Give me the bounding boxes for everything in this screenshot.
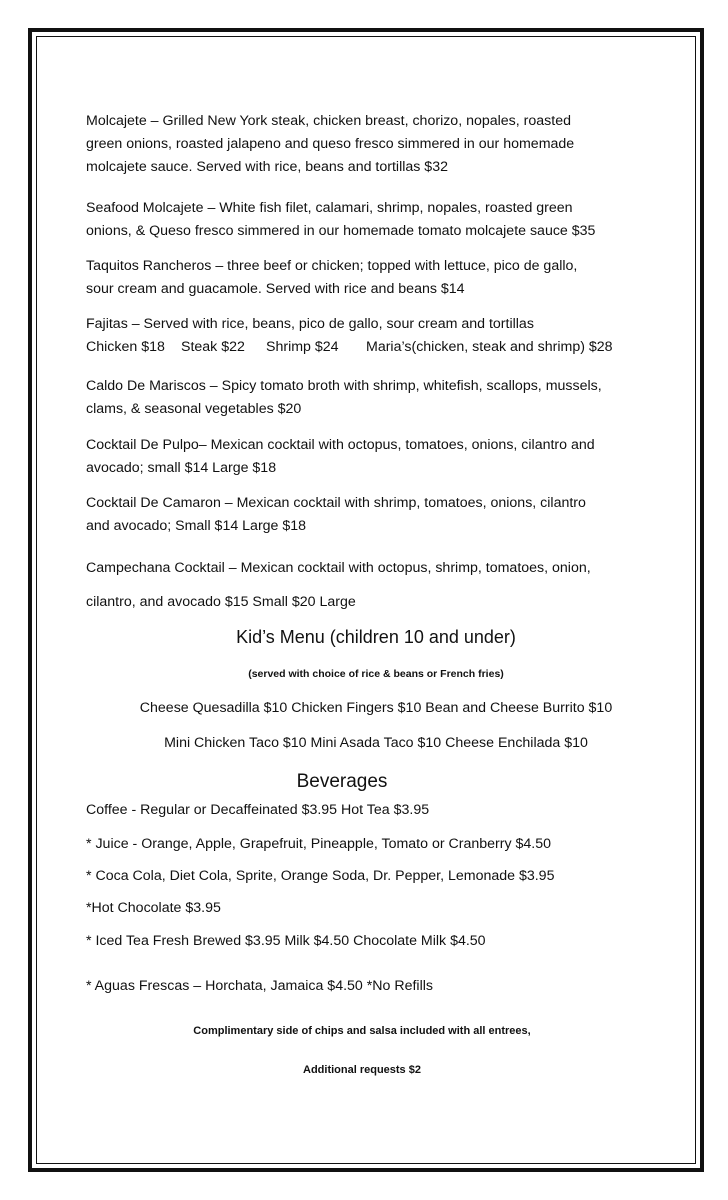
- fajitas-price: Steak $22: [181, 339, 245, 355]
- menu-item-cocktail-de-camaron: [86, 492, 666, 538]
- beverage-line: *Hot Chocolate $3.95: [86, 900, 221, 916]
- beverage-line: * Coca Cola, Diet Cola, Sprite, Orange Soda, Dr. Pepper, Lemonade $3.95: [86, 868, 555, 884]
- fajitas-price: Chicken $18: [86, 339, 165, 355]
- beverage-line: * Iced Tea Fresh Brewed $3.95 Milk $4.50 Chocolate Milk $4.50: [86, 933, 486, 949]
- beverage-line: Coffee - Regular or Decaffeinated $3.95 Hot Tea $3.95: [86, 802, 430, 818]
- kids-menu-title: Kid’s Menu (children 10 and under): [236, 627, 516, 647]
- menu-item-line: onions, & Queso fresco simmered in our homemade tomato molcajete sauce $35: [86, 223, 596, 239]
- beverages-title: Beverages: [296, 771, 388, 792]
- fajitas-price: Shrimp $24: [266, 339, 339, 355]
- menu-item-line: Fajitas – Served with rice, beans, pico de gallo, sour cream and tortillas: [86, 316, 534, 332]
- menu-item-seafood-molcajete: [86, 197, 666, 243]
- chips-salsa-note: Complimentary side of chips and salsa included with all entrees,: [193, 1025, 531, 1037]
- menu-item-molcajete: [86, 110, 666, 179]
- additional-requests-note: Additional requests $2: [303, 1064, 421, 1076]
- menu-item-cocktail-de-pulpo: [86, 434, 666, 480]
- menu-item-line: Cocktail De Camaron – Mexican cocktail with shrimp, tomatoes, onions, cilantro: [86, 495, 586, 511]
- menu-item-line: Seafood Molcajete – White fish filet, calamari, shrimp, nopales, roasted green: [86, 200, 573, 216]
- fajitas-price-row: [86, 336, 666, 359]
- menu-item-line: Cocktail De Pulpo– Mexican cocktail with octopus, tomatoes, onions, cilantro and: [86, 437, 595, 453]
- menu-item-line: Taquitos Rancheros – three beef or chicken; topped with lettuce, pico de gallo,: [86, 258, 578, 274]
- menu-item-line: molcajete sauce. Served with rice, beans and tortillas $32: [86, 159, 448, 175]
- beverage-line: * Juice - Orange, Apple, Grapefruit, Pineapple, Tomato or Cranberry $4.50: [86, 836, 552, 852]
- menu-item-line: avocado; small $14 Large $18: [86, 460, 277, 476]
- menu-item-line: and avocado; Small $14 Large $18: [86, 518, 307, 534]
- menu-item-line: Caldo De Mariscos – Spicy tomato broth with shrimp, whitefish, scallops, mussels,: [86, 378, 602, 394]
- kids-menu-line: Mini Chicken Taco $10 Mini Asada Taco $10 Cheese Enchilada $10: [164, 735, 588, 751]
- kids-menu-note: (served with choice of rice & beans or French fries): [248, 668, 504, 680]
- menu-item-line: Molcajete – Grilled New York steak, chicken breast, chorizo, nopales, roasted: [86, 113, 571, 129]
- menu-item-campechana-cocktail: [86, 551, 666, 619]
- menu-item-line: green onions, roasted jalapeno and queso fresco simmered in our homemade: [86, 136, 575, 152]
- kids-menu-line: Cheese Quesadilla $10 Chicken Fingers $10 Bean and Cheese Burrito $10: [139, 700, 613, 716]
- menu-item-caldo-de-mariscos: [86, 375, 666, 421]
- menu-item-taquitos-rancheros: [86, 255, 666, 301]
- menu-item-line: clams, & seasonal vegetables $20: [86, 401, 302, 417]
- menu-item-fajitas: [86, 313, 666, 359]
- menu-item-line: Campechana Cocktail – Mexican cocktail with octopus, shrimp, tomatoes, onion,: [86, 560, 591, 576]
- menu-item-line: sour cream and guacamole. Served with rice and beans $14: [86, 281, 465, 297]
- fajitas-price: Maria’s(chicken, steak and shrimp) $28: [366, 339, 613, 355]
- menu-item-line: cilantro, and avocado $15 Small $20 Large: [86, 594, 356, 610]
- beverage-line: * Aguas Frescas – Horchata, Jamaica $4.50 *No Refills: [86, 978, 433, 994]
